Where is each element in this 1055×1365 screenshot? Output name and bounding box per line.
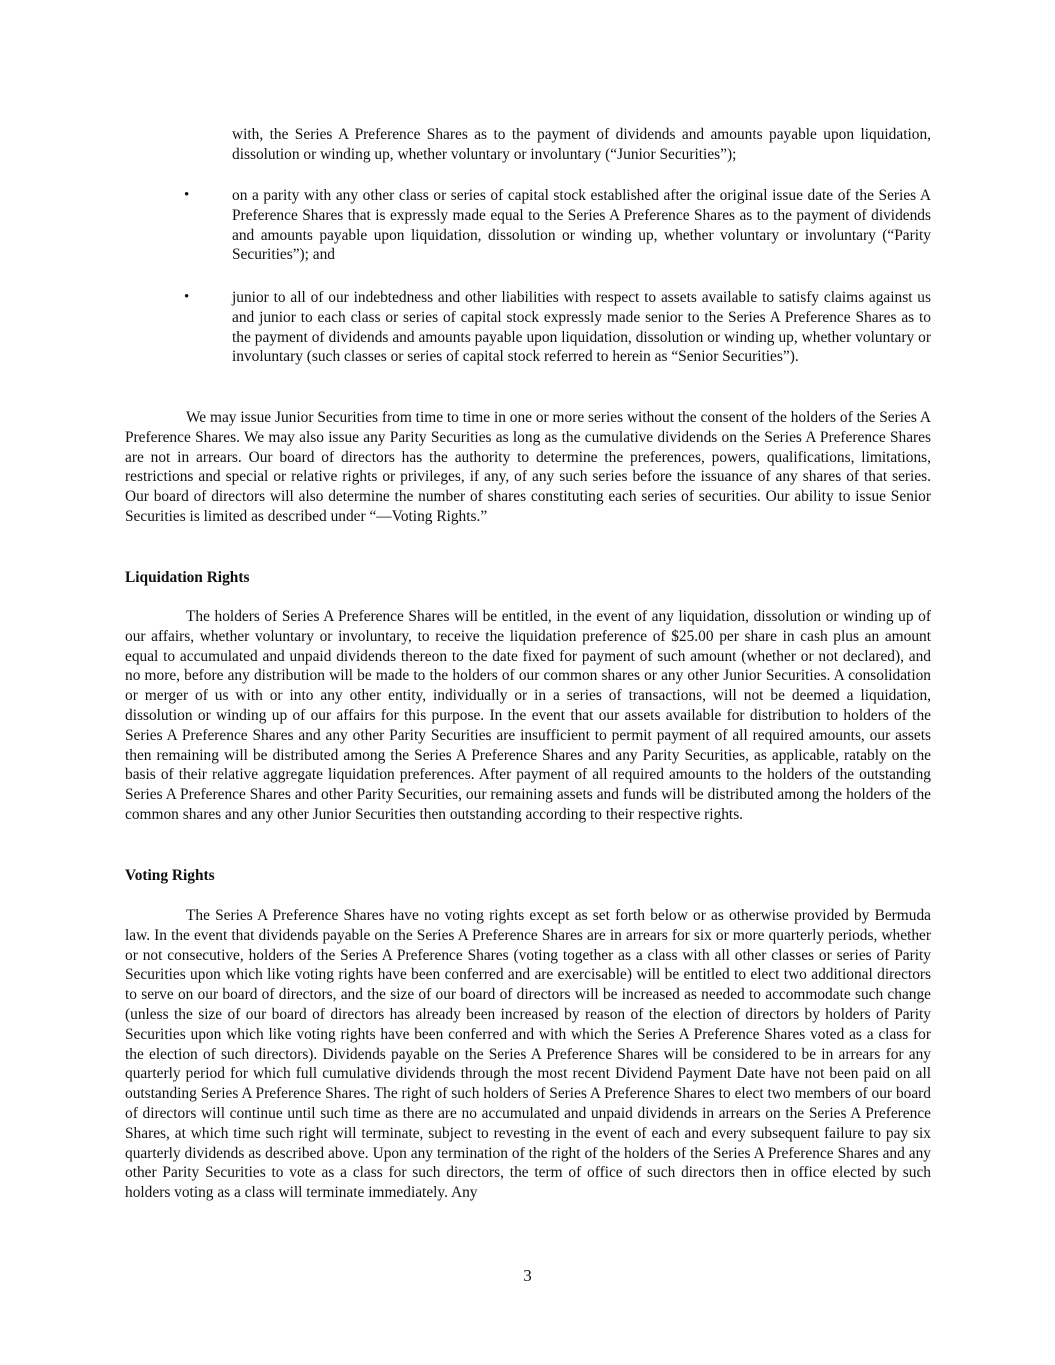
paragraph-issue-securities: We may issue Junior Securities from time to time in one or more series without the consent of the holders of the Series A Preference Shares. We may also issue any Parity Securities as long as the cumulative dividends on the Series A Preference Shares are not in arrears. Our board of directors has the authority to determine the preferences, powers, qualifications, limitations, restrictions and special or relative rights or privileges, if any, of any such series before the issuance of any shares of that series. Our board of directors will also determine the number of shares constituting each series of securities. Our ability to issue Senior Securities is limited as described under “—Voting Rights.” (125, 409, 931, 525)
bullet-continuation-junior-securities: with, the Series A Preference Shares as to the payment of dividends and amounts payable upon liquidation, dissolution or winding up, whether voluntary or involuntary (“Junior Securities”); (232, 126, 931, 163)
bullet-senior-securities: junior to all of our indebtedness and other liabilities with respect to assets available to satisfy claims against us and junior to each class or series of capital stock expressly made senior to the Series A Preference Shares as to the payment of dividends and amounts payable upon liquidation, dissolution or winding up, whether voluntary or involuntary (such classes or series of capital stock referred to herein as “Senior Securities”). (232, 289, 931, 366)
bullet-parity-securities: on a parity with any other class or series of capital stock established after the original issue date of the Series A Preference Shares that is expressly made equal to the Series A Preference Shares as to the payment of dividends and amounts payable upon liquidation, dissolution or winding up, whether voluntary or involuntary (“Parity Securities”); and (232, 187, 931, 264)
section-heading-liquidation-rights: Liquidation Rights (125, 569, 250, 586)
paragraph-voting-rights: The Series A Preference Shares have no voting rights except as set forth below or as otherwise provided by Bermuda law. In the event that dividends payable on the Series A Preference Shares are in arrears for six or more quarterly periods, whether or not consecutive, holders of the Series A Preference Shares (voting together as a class with all other classes or series of Parity Securities upon which like voting rights have been conferred and are exercisable) will be entitled to elect two additional directors to serve on our board of directors, and the size of our board of directors will be increased as needed to accommodate such change (unless the size of our board of directors has already been increased by reason of the election of directors by holders of Parity Securities upon which like voting rights have been conferred and with which the Series A Preference Shares voted as a class for the election of such directors). Dividends payable on the Series A Preference Shares will be considered to be in arrears for any quarterly period for which full cumulative dividends through the most recent Dividend Payment Date have not been paid on all outstanding Series A Preference Shares. The right of such holders of Series A Preference Shares to elect two members of our board of directors will continue until such time as there are no accumulated and unpaid dividends in arrears on the Series A Preference Shares, at which time such right will terminate, subject to revesting in the event of each and every subsequent failure to pay six quarterly dividends as described above. Upon any termination of the right of the holders of the Series A Preference Shares and any other Parity Securities to vote as a class for such directors, the term of office of such directors then in office elected by such holders voting as a class will terminate immediately. Any (125, 907, 931, 1202)
bullet-marker: • (184, 187, 190, 203)
bullet-marker: • (184, 289, 190, 305)
section-heading-voting-rights: Voting Rights (125, 867, 215, 884)
page-number: 3 (523, 1266, 532, 1285)
paragraph-liquidation-rights: The holders of Series A Preference Shares will be entitled, in the event of any liquidation, dissolution or winding up of our affairs, whether voluntary or involuntary, to receive the liquidation preference of $25.00 per share in cash plus an amount equal to accumulated and unpaid dividends thereon to the date fixed for payment of such amount (whether or not declared), and no more, before any distribution will be made to the holders of our common shares or any other Junior Securities. A consolidation or merger of us with or into any other entity, individually or in a series of transactions, will not be deemed a liquidation, dissolution or winding up of our affairs for this purpose. In the event that our assets available for distribution to holders of the Series A Preference Shares and any other Parity Securities are insufficient to permit payment of all required amounts, our assets then remaining will be distributed among the Series A Preference Shares and any Parity Securities, as applicable, ratably on the basis of their relative aggregate liquidation preferences. After payment of all required amounts to the holders of the outstanding Series A Preference Shares and other Parity Securities, our remaining assets and funds will be distributed among the holders of the common shares and any other Junior Securities then outstanding according to their respective rights. (125, 608, 931, 823)
